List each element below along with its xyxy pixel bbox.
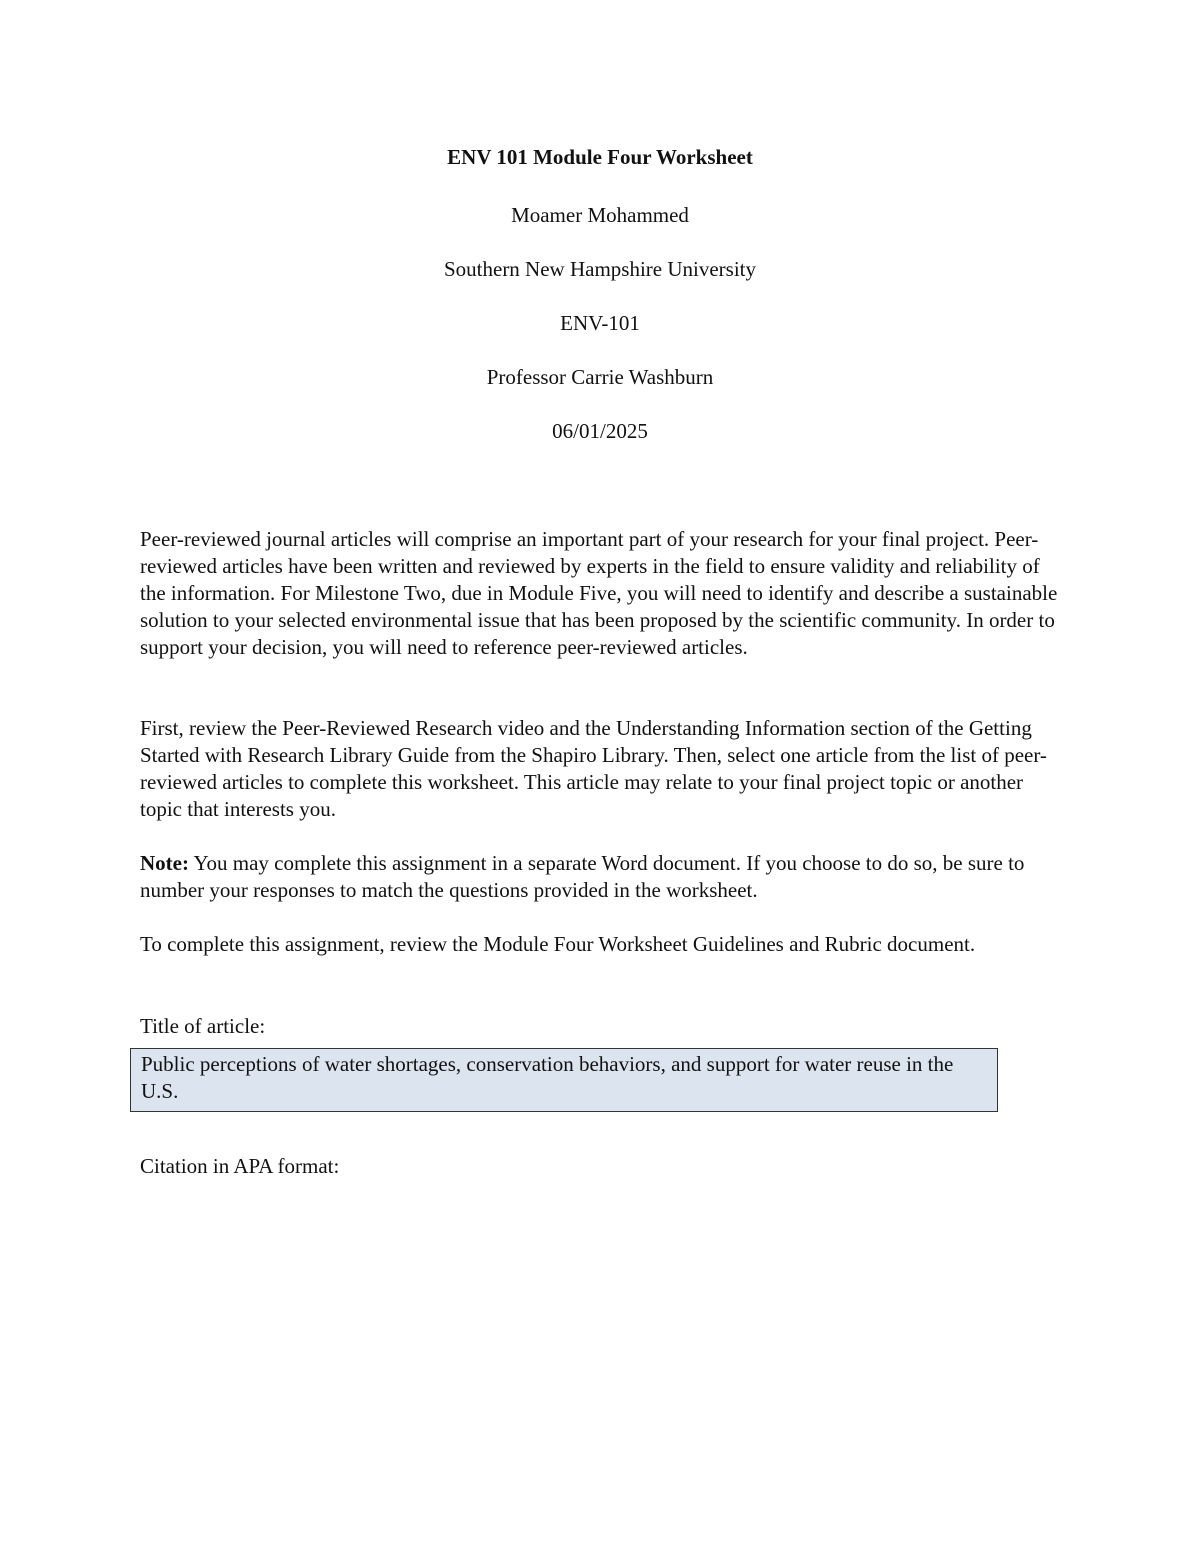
- article-title-field[interactable]: [130, 1048, 998, 1112]
- article-title-value: Public perceptions of water shortages, conservation behaviors, and support for water reuse in the U.S.: [141, 1052, 954, 1103]
- article-title-label: Title of article:: [140, 1014, 266, 1038]
- instructions-paragraph: First, review the Peer-Reviewed Research video and the Understanding Information section of the Getting Started with Research Library Guide from the Shapiro Library. Then, select one article from the list of peer-reviewed articles to complete this worksheet. This article may relate to your final project topic or another topic that interests you.: [140, 716, 1047, 821]
- document-title: ENV 101 Module Four Worksheet: [447, 145, 753, 169]
- professor-name: Professor Carrie Washburn: [486, 365, 714, 389]
- note-text: You may complete this assignment in a separate Word document. If you choose to do so, be sure to number your responses to match the questions provided in the worksheet.: [140, 851, 1025, 902]
- title-page-block: [0, 143, 1200, 445]
- intro-paragraph: Peer-reviewed journal articles will comprise an important part of your research for your final project. Peer-reviewed articles have been written and reviewed by experts in the field to ensure validity and reliability of the information. For Milestone Two, due in Module Five, you will need to identify and describe a sustainable solution to your selected environmental issue that has been proposed by the scientific community. In order to support your decision, you will need to reference peer-reviewed articles.: [140, 527, 1058, 659]
- note-paragraph: [140, 850, 1070, 904]
- author-name: Moamer Mohammed: [511, 203, 689, 227]
- institution-name: Southern New Hampshire University: [443, 257, 757, 281]
- note-label: Note:: [140, 851, 189, 875]
- rubric-paragraph: To complete this assignment, review the Module Four Worksheet Guidelines and Rubric document.: [140, 932, 976, 956]
- submission-date: 06/01/2025: [552, 419, 648, 443]
- citation-label: Citation in APA format:: [140, 1154, 340, 1178]
- course-code: ENV-101: [560, 311, 640, 335]
